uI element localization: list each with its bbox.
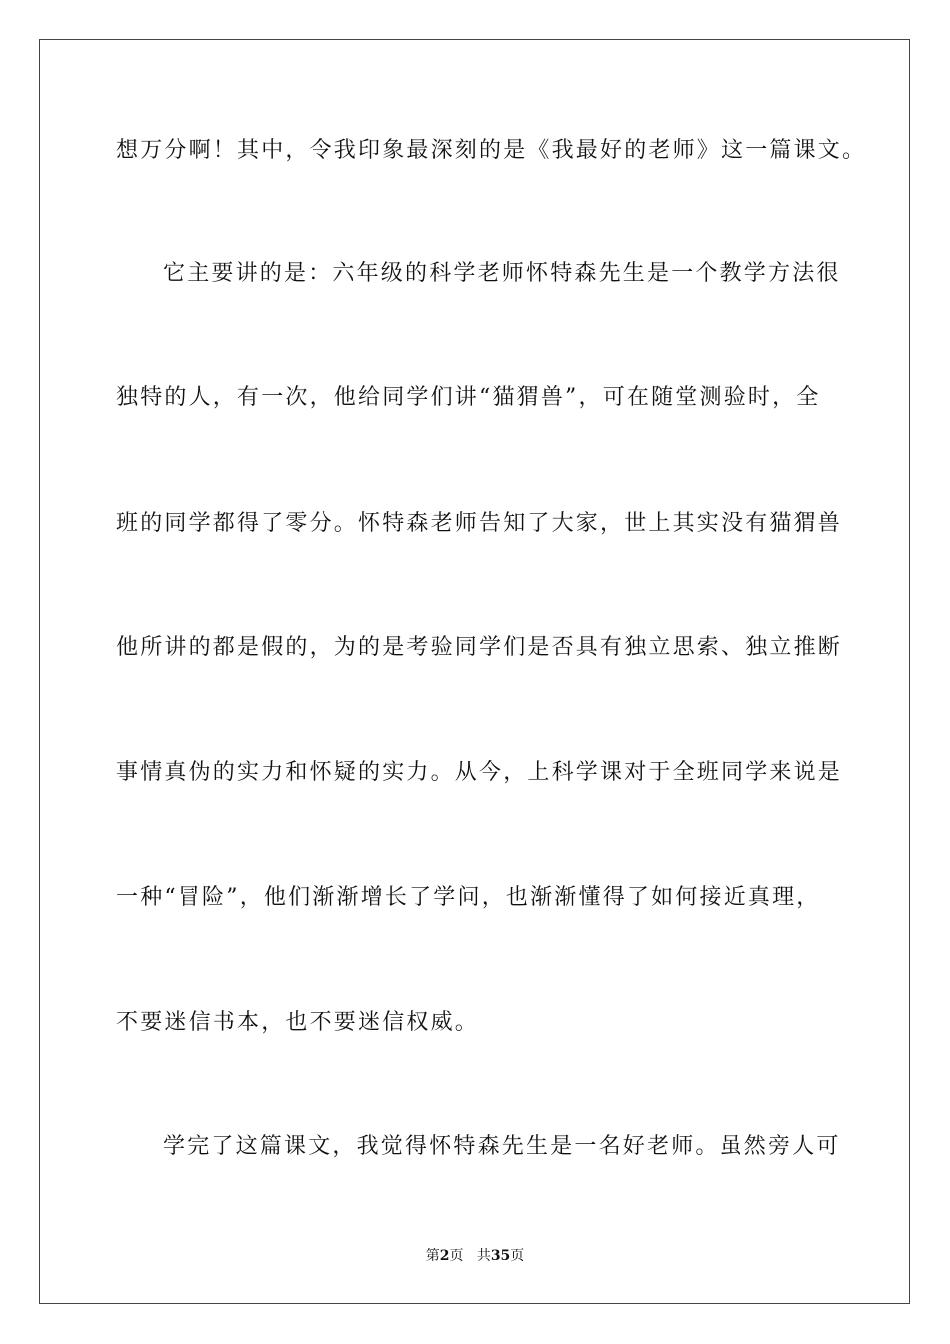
page-prefix: 第 — [425, 1248, 440, 1264]
paragraph-line-9: 学完了这篇课文，我觉得怀特森先生是一名好老师。虽然旁人可 — [163, 1134, 841, 1159]
page-border — [39, 39, 910, 1304]
paragraph-line-5: 他所讲的都是假的，为的是考验同学们是否具有独立思索、独立推断 — [116, 635, 843, 660]
paragraph-line-1: 想万分啊！其中，令我印象最深刻的是《我最好的老师》这一篇课文。 — [116, 138, 867, 163]
paragraph-line-2: 它主要讲的是：六年级的科学老师怀特森先生是一个教学方法很 — [163, 261, 841, 286]
total-pages: 35 — [490, 1248, 511, 1264]
paragraph-line-4: 班的同学都得了零分。怀特森老师告知了大家，世上其实没有猫猬兽 — [116, 511, 843, 536]
page-number: 2 — [439, 1248, 450, 1264]
paragraph-line-8: 不要迷信书本，也不要迷信权威。 — [116, 1010, 480, 1035]
total-prefix: 共 — [476, 1248, 491, 1264]
total-suffix: 页 — [510, 1248, 525, 1264]
paragraph-line-3: 独特的人，有一次，他给同学们讲“猫猬兽”，可在随堂测验时，全 — [116, 385, 821, 410]
paragraph-line-7: 一种“冒险”，他们渐渐增长了学问，也渐渐懂得了如何接近真理， — [116, 885, 821, 910]
paragraph-line-6: 事情真伪的实力和怀疑的实力。从今，上科学课对于全班同学来说是 — [116, 760, 843, 785]
page-suffix: 页 — [449, 1248, 464, 1264]
page-footer — [0, 1247, 950, 1265]
